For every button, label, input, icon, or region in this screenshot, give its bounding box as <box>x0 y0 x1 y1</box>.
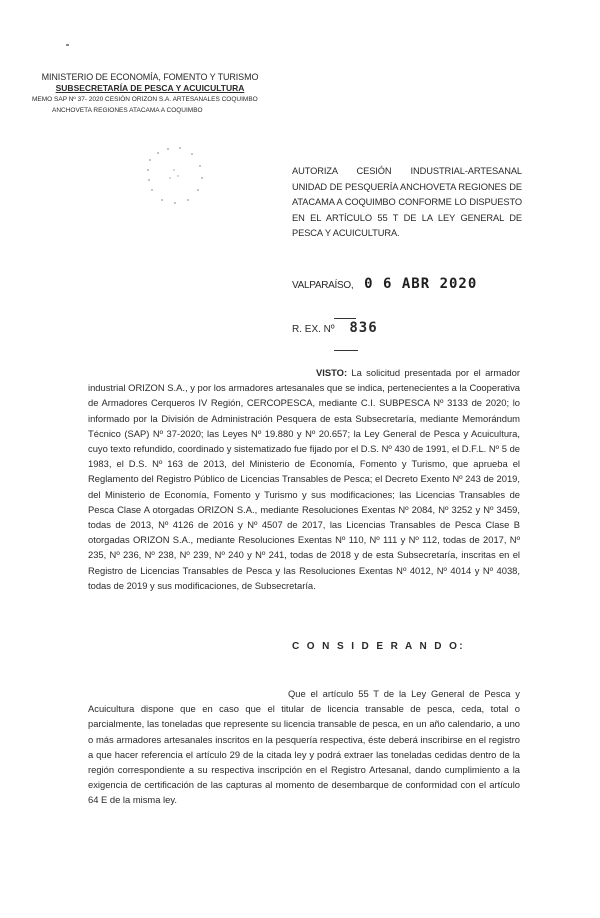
considerando-item: Que el artículo 55 T de la Ley General de Pesca y Acuicultura dispone que en caso que el titular de licencia transable de pesca, ceda, total o parcialmente, las toneladas que represente su licencia transable de pesca, en un año calendario, a uno o más armadores artesanales inscritos en la pesquería respectiva, éste deberá inscribirse en el registro a que hacer referencia el artículo 29 de la citada ley y podrá extraer las toneladas cedidas dentro de la región correspondiente a su respectiva inscripción en el Registro Artesanal, dando cumplimiento a la exigencia de certificación de las capturas al momento de desembarque de conformidad con el artículo 64 E de la misma ley. <box>88 688 520 806</box>
visto-paragraph <box>88 365 520 593</box>
visto-text: La solicitud presentada por el armador industrial ORIZON S.A., y por los armadores artesanales que se indica, pertenecientes a la Cooperativa de Armadores Cerqueros IV Región, CERCOPESCA, mediante C.I. SUBPESCA Nº 3133 de 2020; lo informado por la División de Administración Pesquera de esta Subsecretaría, mediante Memorándum Técnico (SAP) Nº 37-2020; las Leyes Nº 19.880 y Nº 20.657; la Ley General de Pesca y Acuicultura, cuyo texto refundido, coordinado y sistematizado fue fijado por el D.S. Nº 430 de 1991, el D.F.L. Nº 5 de 1983, el D.S. Nº 163 de 2013, del Ministerio de Economía, Fomento y Turismo, que aprueba el Reglamento del Registro Público de Licencias Transables de Pesca; el Decreto Exento Nº 243 de 2019, del Ministerio de Economía, Fomento y Turismo y sus modificaciones; las Licencias Transables de Pesca Clase A otorgadas ORIZON S.A., mediante Resoluciones Exentas Nº 2084, Nº 3252 y Nº 3459, todas de 2013, Nº 4126 de 2016 y Nº 4507 de 2017, las Licencias Transables de Pesca Clase B otorgadas ORIZON S.A., mediante Resoluciones Exentas Nº 110, Nº 111 y Nº 112, todas de 2017, Nº 235, Nº 236, Nº 238, Nº 239, Nº 240 y Nº 241, todas de 2018 y de esta Subsecretaría, inscritas en el Registro de Licencias Transables de Pesca y las Resoluciones Exentas Nº 4012, Nº 4014 y Nº 4038, todas de 2019 y sus modificaciones, de Subsecretaría. <box>88 367 520 591</box>
resolution-number: 836 <box>349 320 378 336</box>
memo-reference-line-2: ANCHOVETA REGIONES ATACAMA A COQUIMBO <box>52 107 203 114</box>
memo-reference-line-1: MEMO SAP Nº 37- 2020 CESIÓN ORIZON S.A. ARTESANALES COQUIMBO <box>32 96 258 103</box>
date-stamp: 0 6 ABR 2020 <box>364 276 478 292</box>
resolution-number-row <box>292 320 378 336</box>
undersecretariat-name: SUBSECRETARÍA DE PESCA Y ACUICULTURA <box>55 83 245 93</box>
official-seal <box>140 140 210 210</box>
resolution-subject: AUTORIZA CESIÓN INDUSTRIAL-ARTESANAL UNIDAD DE PESQUERÍA ANCHOVETA REGIONES DE ATACAMA A COQUIMBO CONFORME LO DISPUESTO EN EL ARTÍCULO 55 T DE LA LEY GENERAL DE PESCA Y ACUICULTURA. <box>292 166 522 238</box>
margin-mark <box>66 44 69 46</box>
ministry-name: MINISTERIO DE ECONOMÍA, FOMENTO Y TURISMO <box>41 72 259 82</box>
document-header <box>30 72 270 116</box>
considerando-heading: C O N S I D E R A N D O: <box>292 641 465 652</box>
place-and-date <box>292 276 477 292</box>
number-blank-line <box>334 318 356 319</box>
visto-keyword: VISTO: <box>316 367 348 378</box>
place-label: VALPARAÍSO, <box>292 280 354 291</box>
resolution-label: R. EX. Nº <box>292 324 335 335</box>
number-blank-line <box>334 350 358 351</box>
